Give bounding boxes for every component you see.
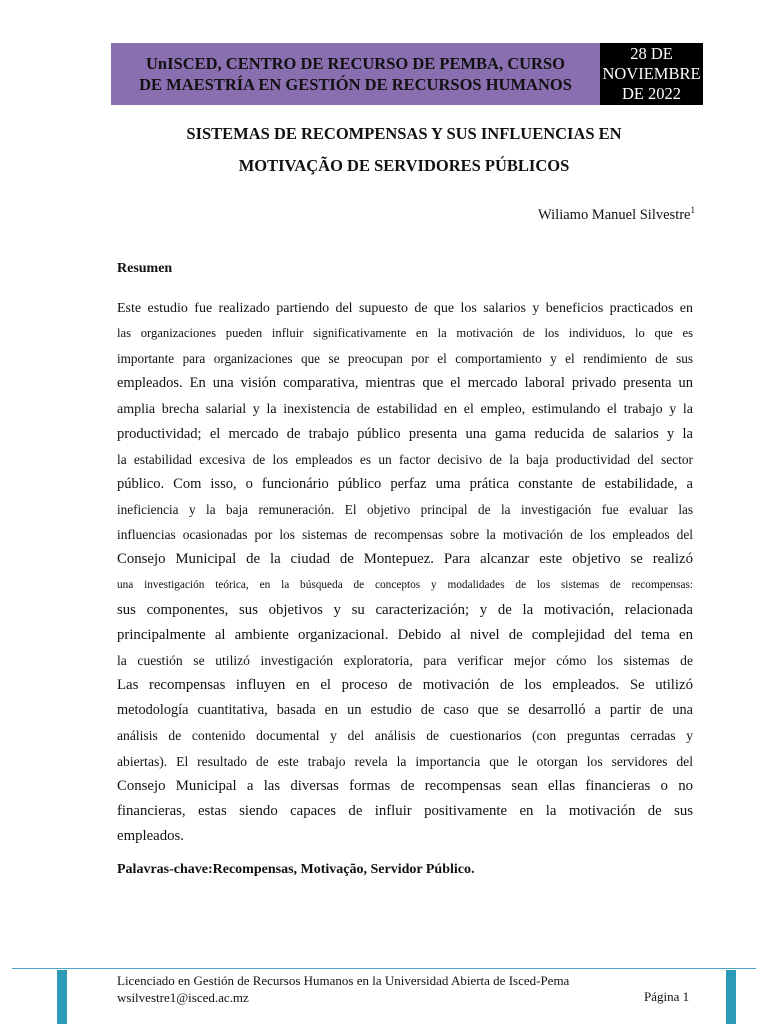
footer-accent-bar-left: [57, 970, 67, 1024]
header-date-line: 28 DE: [630, 44, 673, 63]
abstract-line: empleados.: [117, 827, 184, 844]
footer-info: [117, 972, 569, 1006]
abstract-line: abiertas). El resultado de este trabajo revela la importancia que le otorgan los servidores del: [117, 753, 693, 769]
abstract-line: las organizaciones pueden influir significativamente en la motivación de los individuos, lo que es: [117, 326, 693, 341]
abstract-body: [117, 296, 693, 849]
abstract-line: influencias ocasionadas por los sistemas de recompensas sobre la motivación de los empleados del: [117, 527, 693, 543]
abstract-line: público. Com isso, o funcionário público perfaz uma prática constante de estabilidade, a: [117, 475, 693, 492]
document-title-line: MOTIVAÇÃO DE SERVIDORES PÚBLICOS: [238, 156, 570, 175]
abstract-line: amplia brecha salarial y la inexistencia de estabilidad en el empleo, estimulando el trabajo y la: [117, 401, 693, 417]
header-title-line: DE MAESTRÍA EN GESTIÓN DE RECURSOS HUMANOS: [139, 75, 572, 94]
abstract-line: importante para organizaciones que se preocupan por el comportamiento y el rendimiento de sus: [117, 351, 693, 367]
author-name-text: Wiliamo Manuel Silvestre: [538, 206, 691, 223]
abstract-heading: Resumen: [117, 261, 173, 276]
abstract-line: Este estudio fue realizado partiendo del supuesto de que los salarios y beneficios practicados en: [117, 301, 693, 316]
abstract-line: empleados. En una visión comparativa, mientras que el mercado laboral privado presenta un: [117, 375, 693, 392]
abstract-line: sus componentes, sus objetivos y su caracterización; y de la motivación, relacionada: [117, 601, 693, 618]
abstract-line: ineficiencia y la baja remuneración. El objetivo principal de la investigación fue evaluar las: [117, 502, 693, 518]
abstract-line: financieras, estas siendo capaces de influir positivamente en la motivación de sus: [117, 802, 693, 819]
author-footnote-mark: 1: [690, 205, 695, 215]
header-band: [111, 43, 600, 105]
abstract-line: análisis de contenido documental y del análisis de cuestionarios (con preguntas cerradas y: [117, 728, 693, 744]
header-date: [600, 43, 703, 105]
abstract-line: la cuestión se utilizó investigación exploratoria, para verificar mejor cómo los sistemas de: [117, 652, 693, 668]
author-name: [538, 205, 695, 224]
document-title-line: SISTEMAS DE RECOMPENSAS Y SUS INFLUENCIAS EN: [186, 124, 622, 143]
abstract-line: productividad; el mercado de trabajo público presenta una gama reducida de salarios y la: [117, 425, 693, 442]
abstract-line: Consejo Municipal de la ciudad de Montepuez. Para alcanzar este objetivo se realizó: [117, 551, 693, 568]
abstract-line: Las recompensas influyen en el proceso de motivación de los empleados. Se utilizó: [117, 677, 693, 694]
header-title: [139, 53, 572, 95]
abstract-line: Consejo Municipal a las diversas formas de recompensas sean ellas financieras o no: [117, 777, 693, 794]
footer-accent-bar-right: [726, 970, 736, 1024]
keywords: Palavras-chave:Recompensas, Motivação, Servidor Público.: [117, 862, 475, 877]
abstract-line: la estabilidad excesiva de los empleados es un factor decisivo de la baja productividad del sector: [117, 451, 693, 467]
header-date-line: NOVIEMBRE: [602, 64, 701, 83]
header-title-line: UnISCED, CENTRO DE RECURSO DE PEMBA, CURSO: [146, 54, 565, 73]
document-title: [100, 118, 708, 182]
abstract-line: principalmente al ambiente organizacional. Debido al nivel de complejidad del tema en: [117, 626, 693, 643]
header-date-line: DE 2022: [621, 84, 682, 103]
footer-affiliation: Licenciado en Gestión de Recursos Humanos en la Universidad Abierta de Isced-Pema: [117, 973, 570, 988]
abstract-line: una investigación teórica, en la búsqueda de conceptos y modalidades de los sistemas de recompensas:: [117, 578, 693, 591]
footer-divider: [12, 968, 756, 969]
footer-email: wsilvestre1@isced.ac.mz: [117, 990, 249, 1005]
page-number: Página 1: [644, 989, 690, 1004]
abstract-line: metodología cuantitativa, basada en un estudio de caso que se desarrolló a partir de una: [117, 702, 693, 719]
